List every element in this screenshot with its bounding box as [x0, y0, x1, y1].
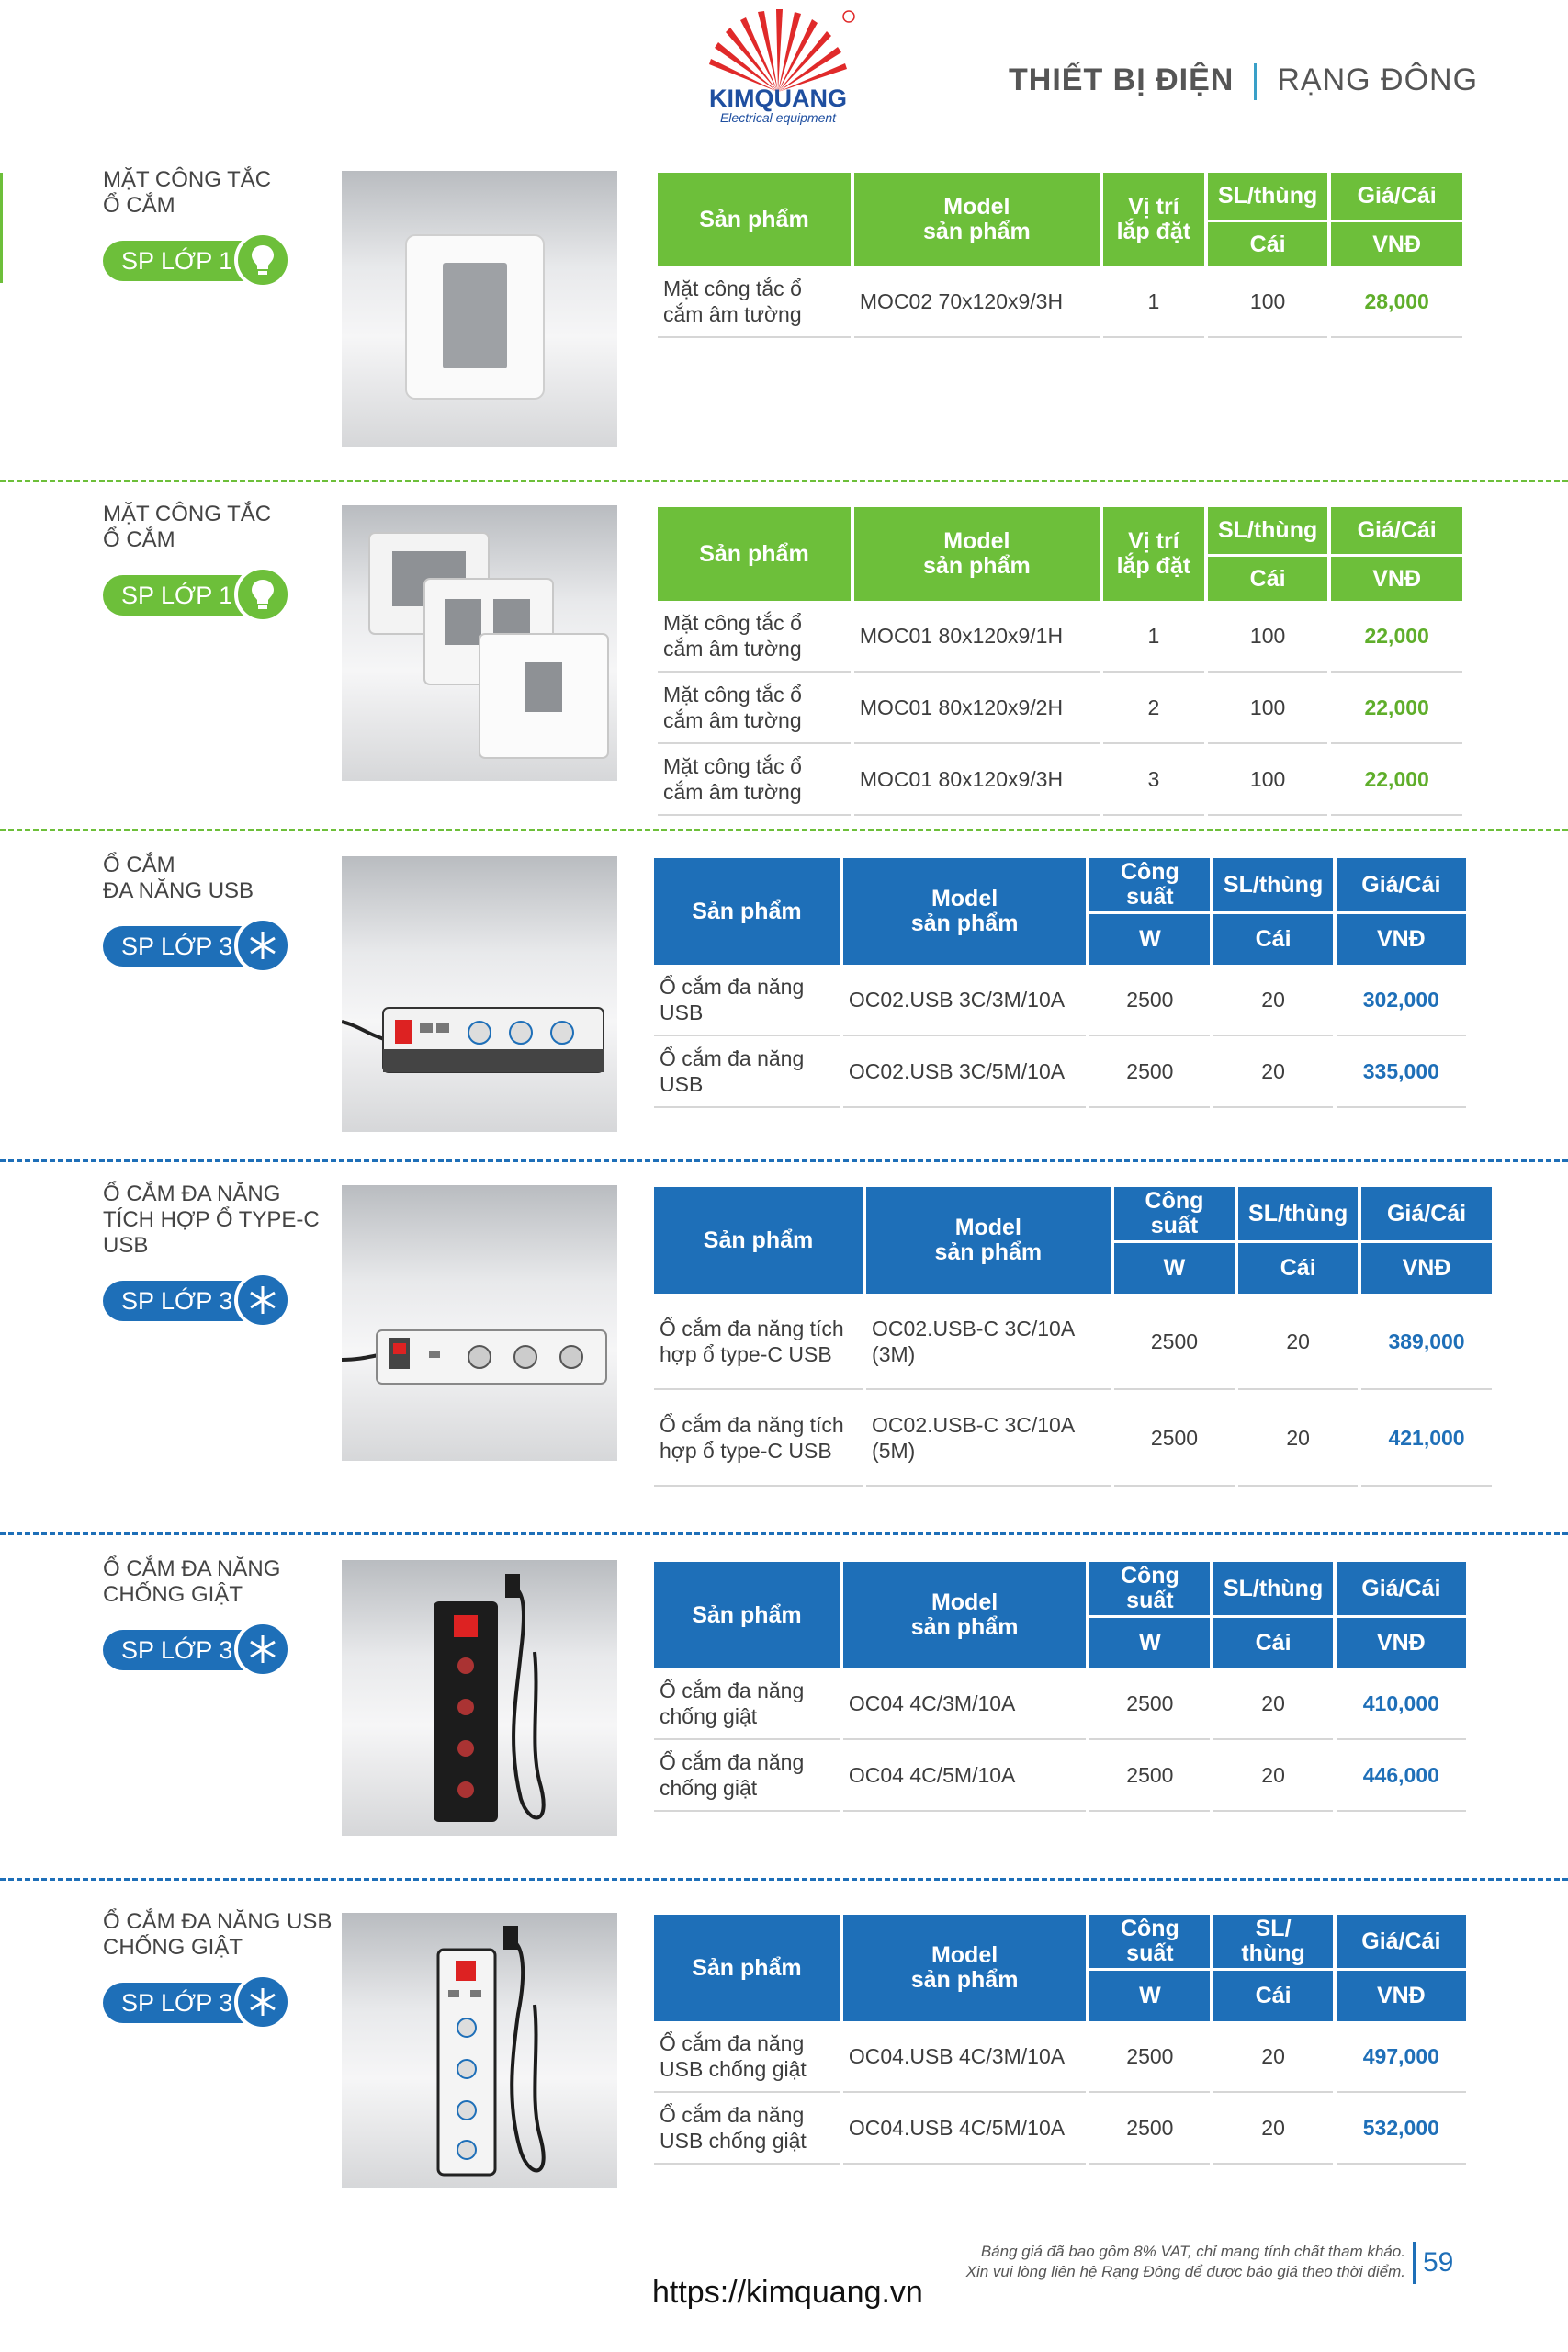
cell-power: 2500	[1114, 1294, 1235, 1390]
section-title-line: Ổ CẮM ĐA NĂNG USB	[103, 1909, 333, 1934]
cell-model: MOC02 70x120x9/3H	[854, 266, 1100, 338]
cell-product: Mặt công tắc ổ cắm âm tường	[658, 744, 851, 816]
header-power-unit: W	[1114, 1240, 1235, 1294]
cell-price: 446,000	[1337, 1740, 1466, 1812]
header-qty-unit: Cái	[1213, 1615, 1332, 1668]
header-qty: SL/ thùng	[1213, 1915, 1332, 1968]
cell-qty: 20	[1213, 2093, 1332, 2165]
header-qty: SL/thùng	[1208, 173, 1327, 220]
badge-label: SP LỚP 3	[121, 1989, 233, 2017]
cell-price: 421,000	[1361, 1390, 1492, 1487]
header-model: Model sản phẩm	[854, 507, 1100, 601]
header-price-unit: VNĐ	[1337, 1615, 1466, 1668]
badge-label: SP LỚP 1	[121, 247, 233, 275]
cell-qty: 100	[1208, 744, 1327, 816]
header-product: Sản phẩm	[658, 507, 851, 601]
cell-power: 2500	[1114, 1390, 1235, 1487]
section-divider	[0, 480, 1568, 482]
product-image-face-plates	[342, 505, 617, 781]
section-divider	[0, 829, 1568, 831]
cell-price: 410,000	[1337, 1668, 1466, 1740]
cell-product: Mặt công tắc ổ cắm âm tường	[658, 266, 851, 338]
section-title-line: Ổ CẮM	[103, 193, 175, 218]
class-badge	[103, 1281, 286, 1321]
snowflake-icon	[234, 1973, 291, 2030]
page-header	[0, 0, 1568, 156]
section-title	[103, 502, 271, 553]
header-price: Giá/Cái	[1361, 1187, 1492, 1240]
price-table	[650, 1562, 1470, 1812]
header-power: Công suất	[1089, 1562, 1210, 1615]
cell-product: Mặt công tắc ổ cắm âm tường	[658, 601, 851, 673]
cell-product: Ổ cắm đa năng USB	[654, 965, 840, 1036]
header-price-unit: VNĐ	[1361, 1240, 1492, 1294]
cell-power: 2500	[1089, 2093, 1210, 2165]
cell-qty: 20	[1238, 1390, 1358, 1487]
snowflake-icon	[234, 1621, 291, 1678]
price-table	[650, 1915, 1470, 2165]
cell-product: Ổ cắm đa năng tích hợp ổ type-C USB	[654, 1390, 863, 1487]
cell-product: Ổ cắm đa năng chống giật	[654, 1740, 840, 1812]
header-position: Vị trí lắp đặt	[1103, 507, 1204, 601]
badge-label: SP LỚP 1	[121, 582, 233, 609]
header-price-unit: VNĐ	[1331, 554, 1462, 601]
price-table	[654, 507, 1466, 816]
header-model: Model sản phẩm	[866, 1187, 1111, 1294]
cell-product: Ổ cắm đa năng USB chống giật	[654, 2093, 840, 2165]
table-row	[654, 1668, 1466, 1740]
footer-note-line: Xin vui lòng liên hệ Rạng Đông để được báo giá theo thời điểm.	[965, 2263, 1405, 2280]
cell-position: 2	[1103, 673, 1204, 744]
cell-model: OC04.USB 4C/3M/10A	[843, 2021, 1086, 2093]
brand-title	[1009, 62, 1478, 100]
sidebar-accent	[0, 173, 3, 283]
section-title-line: Ổ CẮM	[103, 853, 175, 877]
cell-qty: 20	[1213, 2021, 1332, 2093]
section-title-line: ĐA NĂNG USB	[103, 878, 254, 903]
section-title-line: CHỐNG GIẬT	[103, 1935, 243, 1960]
cell-price: 28,000	[1331, 266, 1462, 338]
header-product: Sản phẩm	[654, 1562, 840, 1668]
header-model: Model sản phẩm	[843, 858, 1086, 965]
logo-text: KIMQUANG	[709, 85, 847, 112]
header-model: Model sản phẩm	[843, 1562, 1086, 1668]
section-divider	[0, 1532, 1568, 1535]
table-row	[658, 673, 1462, 744]
header-qty-unit: Cái	[1213, 911, 1332, 965]
cell-qty: 100	[1208, 266, 1327, 338]
price-table	[654, 173, 1466, 338]
header-price-unit: VNĐ	[1337, 1968, 1466, 2021]
table-row	[658, 266, 1462, 338]
cell-price: 532,000	[1337, 2093, 1466, 2165]
lightbulb-icon	[234, 232, 291, 288]
header-qty-unit: Cái	[1238, 1240, 1358, 1294]
header-product: Sản phẩm	[654, 1915, 840, 2021]
cell-product: Ổ cắm đa năng USB	[654, 1036, 840, 1108]
cell-model: OC02.USB-C 3C/10A (3M)	[866, 1294, 1111, 1390]
header-price-unit: VNĐ	[1337, 911, 1466, 965]
cell-model: MOC01 80x120x9/2H	[854, 673, 1100, 744]
header-qty: SL/thùng	[1208, 507, 1327, 554]
product-image-type-c-strip	[342, 1185, 617, 1461]
header-price: Giá/Cái	[1331, 507, 1462, 554]
cell-model: MOC01 80x120x9/3H	[854, 744, 1100, 816]
cell-qty: 20	[1238, 1294, 1358, 1390]
header-model: Model sản phẩm	[854, 173, 1100, 266]
section-title	[103, 1556, 280, 1608]
header-power: Công suất	[1089, 858, 1210, 911]
header-power-unit: W	[1089, 1968, 1210, 2021]
footer-note	[900, 2242, 1405, 2282]
cell-power: 2500	[1089, 1036, 1210, 1108]
header-power: Công suất	[1114, 1187, 1235, 1240]
cell-product: Mặt công tắc ổ cắm âm tường	[658, 673, 851, 744]
cell-qty: 100	[1208, 673, 1327, 744]
cell-model: OC02.USB 3C/3M/10A	[843, 965, 1086, 1036]
cell-price: 335,000	[1337, 1036, 1466, 1108]
class-badge	[103, 1630, 286, 1670]
cell-power: 2500	[1089, 1740, 1210, 1812]
footer-note-line: Bảng giá đã bao gồm 8% VAT, chỉ mang tính chất tham khảo.	[980, 2243, 1405, 2260]
header-product: Sản phẩm	[654, 858, 840, 965]
cell-qty: 20	[1213, 1740, 1332, 1812]
cell-model: MOC01 80x120x9/1H	[854, 601, 1100, 673]
header-power-unit: W	[1089, 1615, 1210, 1668]
website-url[interactable]: https://kimquang.vn	[652, 2275, 923, 2310]
section-title	[103, 853, 254, 904]
cell-model: OC02.USB 3C/5M/10A	[843, 1036, 1086, 1108]
class-badge	[103, 1983, 286, 2023]
cell-product: Ổ cắm đa năng tích hợp ổ type-C USB	[654, 1294, 863, 1390]
section-divider	[0, 1878, 1568, 1881]
product-image-usb-anti-shock-strip	[342, 1913, 617, 2188]
cell-position: 1	[1103, 266, 1204, 338]
cell-qty: 20	[1213, 1036, 1332, 1108]
section-title-line: MẶT CÔNG TẮC	[103, 502, 272, 526]
class-badge	[103, 241, 286, 281]
header-qty: SL/thùng	[1213, 1562, 1332, 1615]
cell-qty: 20	[1213, 965, 1332, 1036]
header-qty: SL/thùng	[1213, 858, 1332, 911]
header-qty-unit: Cái	[1208, 220, 1327, 266]
cell-qty: 100	[1208, 601, 1327, 673]
table-row	[654, 1036, 1466, 1108]
cell-price: 22,000	[1331, 601, 1462, 673]
cell-product: Ổ cắm đa năng chống giật	[654, 1668, 840, 1740]
logo-subtitle: Electrical equipment	[719, 110, 837, 125]
section-title	[103, 167, 271, 219]
lightbulb-icon	[234, 566, 291, 623]
header-power-unit: W	[1089, 911, 1210, 965]
table-row	[654, 2021, 1466, 2093]
header-price: Giá/Cái	[1337, 1915, 1466, 1968]
cell-position: 1	[1103, 601, 1204, 673]
class-badge	[103, 926, 286, 967]
cell-power: 2500	[1089, 1668, 1210, 1740]
header-position: Vị trí lắp đặt	[1103, 173, 1204, 266]
table-row	[658, 744, 1462, 816]
product-image-anti-shock-strip	[342, 1560, 617, 1836]
header-qty: SL/thùng	[1238, 1187, 1358, 1240]
cell-price: 389,000	[1361, 1294, 1492, 1390]
cell-position: 3	[1103, 744, 1204, 816]
section-title	[103, 1182, 320, 1259]
table-row	[654, 965, 1466, 1036]
cell-model: OC04.USB 4C/5M/10A	[843, 2093, 1086, 2165]
header-price: Giá/Cái	[1331, 173, 1462, 220]
cell-model: OC04 4C/5M/10A	[843, 1740, 1086, 1812]
table-row	[654, 1390, 1492, 1487]
section-title-line: CHỐNG GIẬT	[103, 1582, 243, 1607]
section-title-line: Ổ CẮM	[103, 527, 175, 552]
cell-model: OC02.USB-C 3C/10A (5M)	[866, 1390, 1111, 1487]
price-table	[650, 858, 1470, 1108]
cell-power: 2500	[1089, 965, 1210, 1036]
table-row	[654, 2093, 1466, 2165]
page-number: 59	[1413, 2242, 1453, 2284]
section-title	[103, 1909, 332, 1961]
cell-price: 22,000	[1331, 744, 1462, 816]
section-title-line: TÍCH HỢP Ổ TYPE-C	[103, 1207, 320, 1232]
header-product: Sản phẩm	[654, 1187, 863, 1294]
header-model: Model sản phẩm	[843, 1915, 1086, 2021]
section-title-line: MẶT CÔNG TẮC	[103, 167, 272, 192]
cell-product: Ổ cắm đa năng USB chống giật	[654, 2021, 840, 2093]
cell-qty: 20	[1213, 1668, 1332, 1740]
header-qty-unit: Cái	[1208, 554, 1327, 601]
header-price: Giá/Cái	[1337, 1562, 1466, 1615]
cell-price: 497,000	[1337, 2021, 1466, 2093]
header-product: Sản phẩm	[658, 173, 851, 266]
brand-left: THIẾT BỊ ĐIỆN	[1009, 62, 1235, 97]
cell-model: OC04 4C/3M/10A	[843, 1668, 1086, 1740]
section-title-line: Ổ CẮM ĐA NĂNG	[103, 1182, 281, 1206]
table-row	[654, 1294, 1492, 1390]
snowflake-icon	[234, 1272, 291, 1329]
price-table	[650, 1187, 1495, 1487]
header-price: Giá/Cái	[1337, 858, 1466, 911]
header-qty-unit: Cái	[1213, 1968, 1332, 2021]
product-image-usb-strip	[342, 856, 617, 1132]
snowflake-icon	[234, 917, 291, 974]
badge-label: SP LỚP 3	[121, 933, 233, 960]
badge-label: SP LỚP 3	[121, 1287, 233, 1315]
class-badge	[103, 575, 286, 616]
brand-right: RẠNG ĐÔNG	[1277, 62, 1479, 97]
badge-label: SP LỚP 3	[121, 1636, 233, 1664]
cell-power: 2500	[1089, 2021, 1210, 2093]
cell-price: 22,000	[1331, 673, 1462, 744]
section-title-line: Ổ CẮM ĐA NĂNG	[103, 1556, 281, 1581]
product-image-face-plate	[342, 171, 617, 447]
table-row	[658, 601, 1462, 673]
section-title-line: USB	[103, 1233, 149, 1258]
cell-price: 302,000	[1337, 965, 1466, 1036]
table-row	[654, 1740, 1466, 1812]
header-price-unit: VNĐ	[1331, 220, 1462, 266]
brand-separator	[1254, 63, 1257, 100]
section-divider	[0, 1159, 1568, 1162]
header-power: Công suất	[1089, 1915, 1210, 1968]
